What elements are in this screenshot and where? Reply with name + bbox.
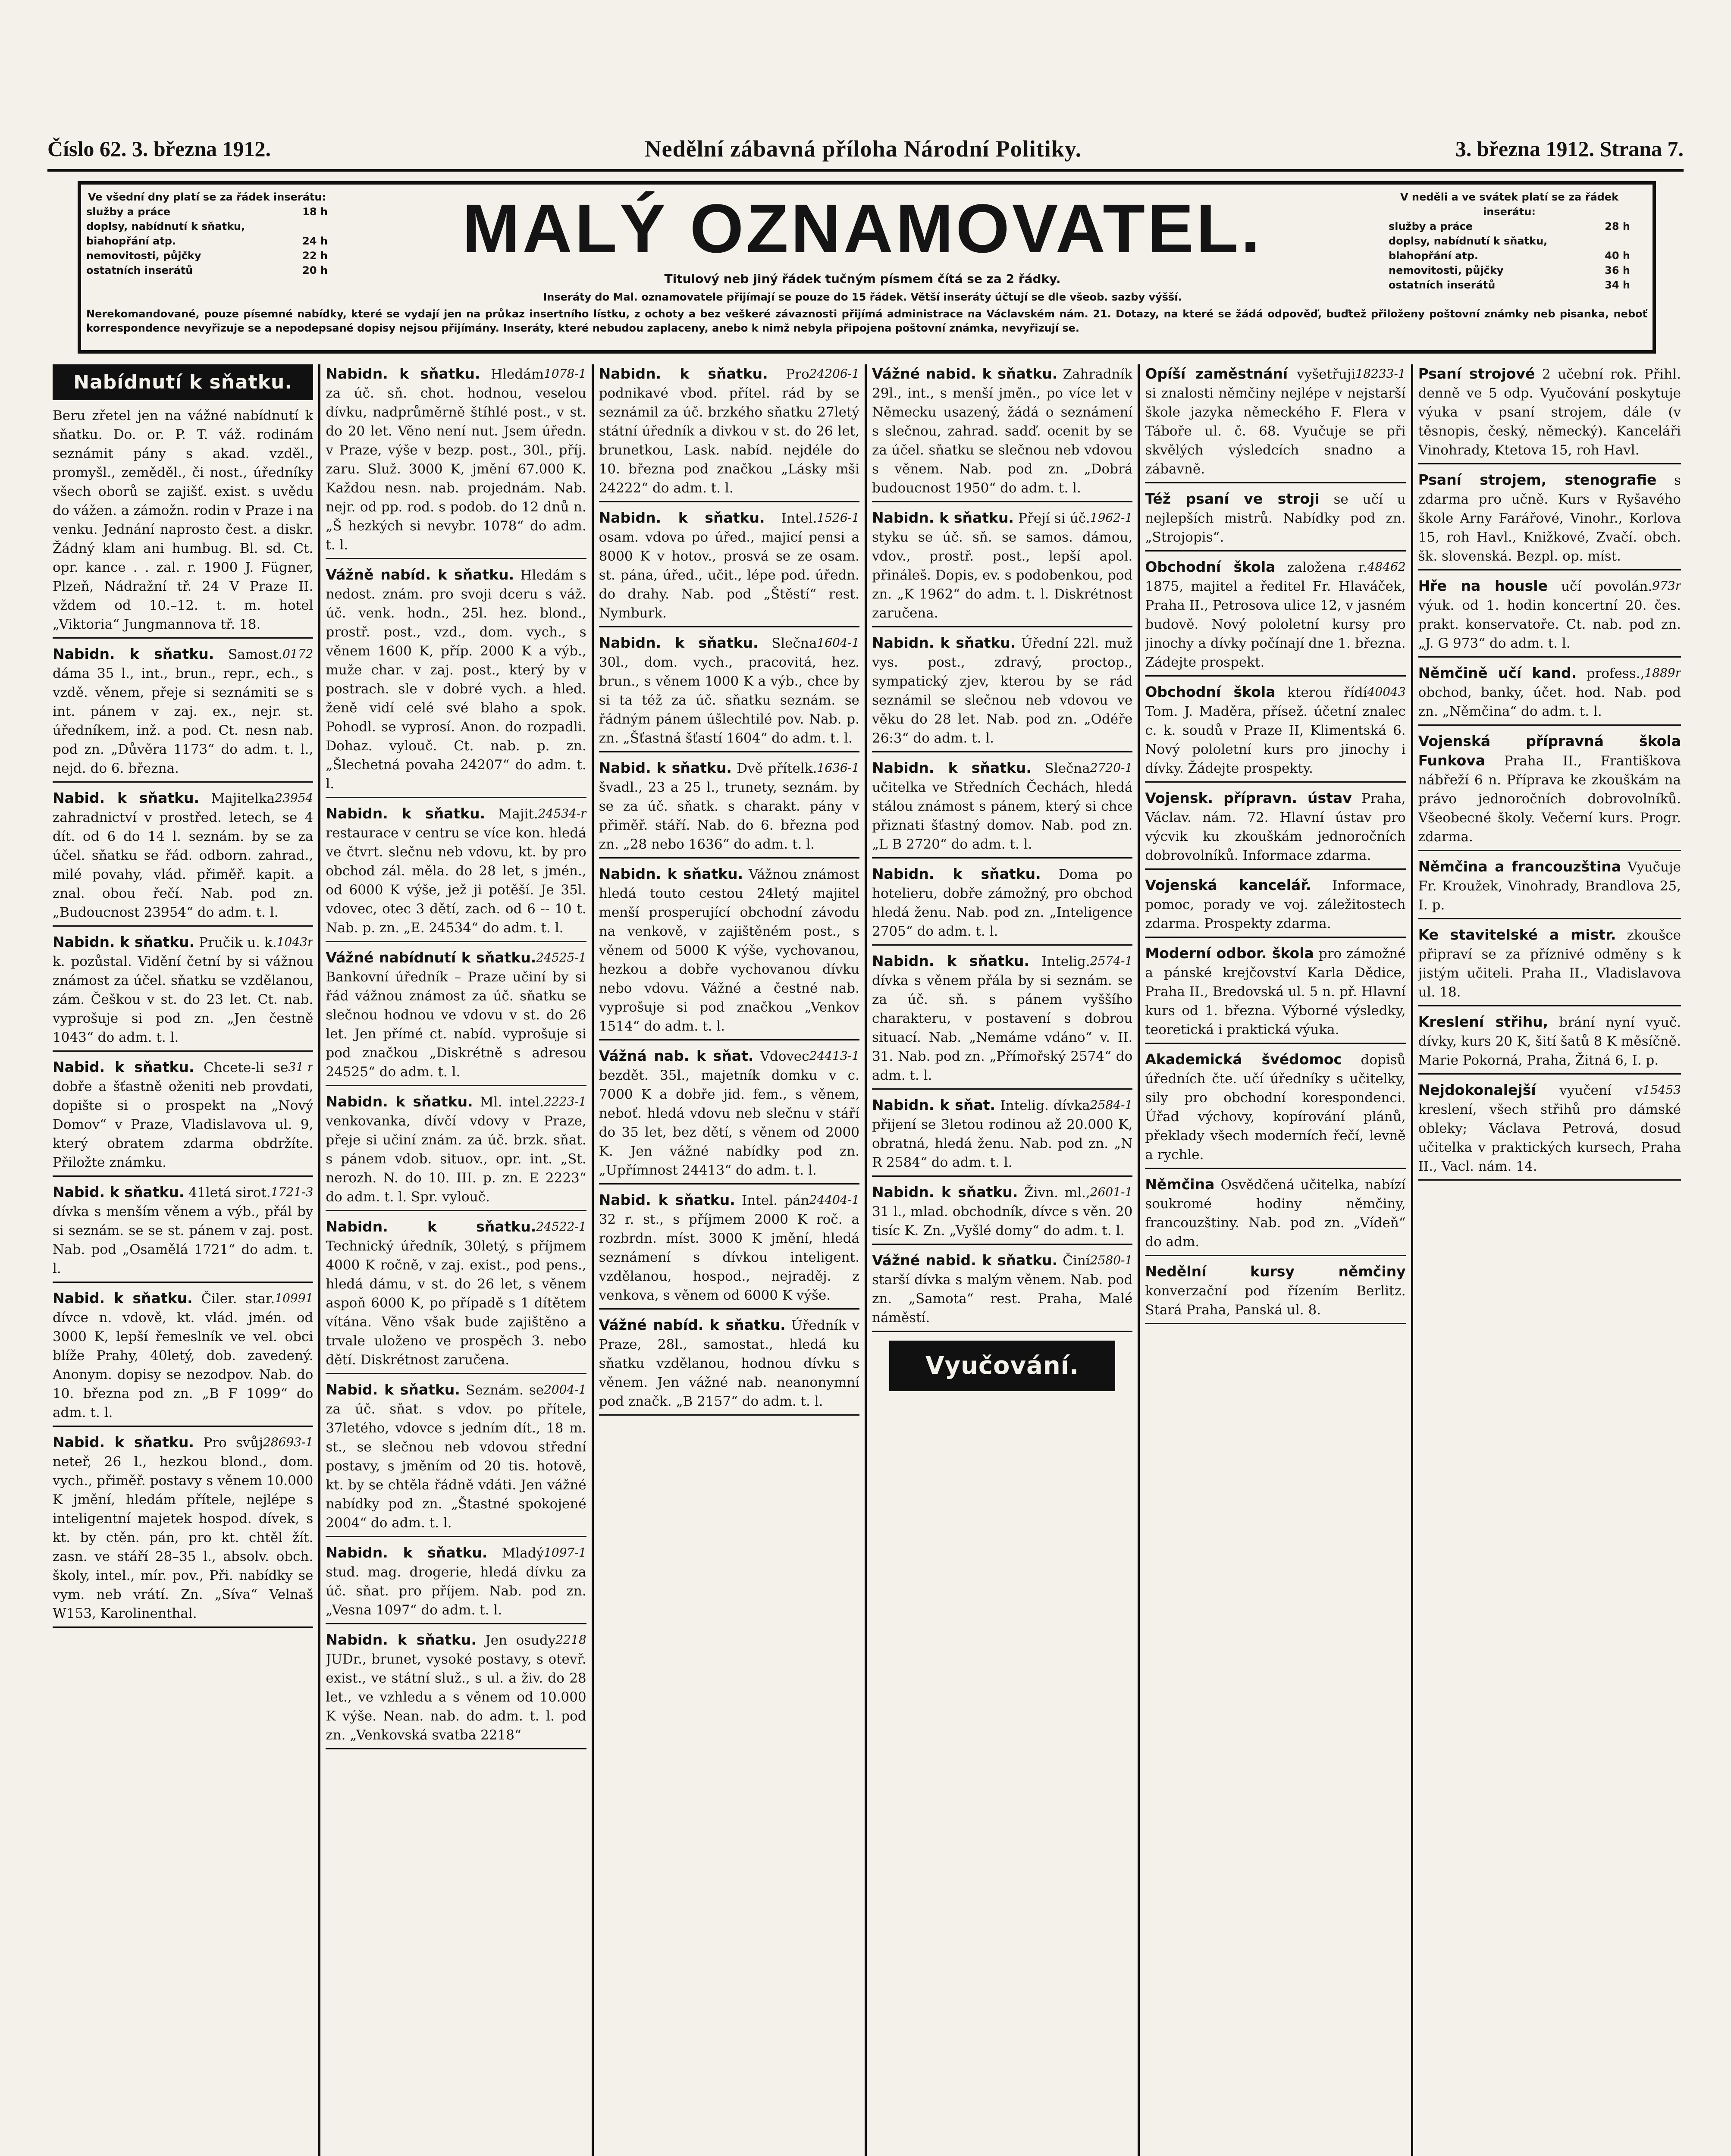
classified-ad xyxy=(53,789,313,927)
classified-ad xyxy=(872,508,1132,627)
ad-text: Praha II., Františkova nábřeží 6 n. Příprava ke zkouškám na právo jednoročních dobrovolníků. Všeobecné školy. Večerní kurs. Progr. zdarma. xyxy=(1418,753,1681,845)
ad-heading: Ke stavitelské a mistr. xyxy=(1418,926,1616,943)
column-1 xyxy=(47,364,320,2156)
ad-code: 1526-1 xyxy=(817,511,859,525)
ad-text: Beru zřetel jen na vážné nabídnutí k sňatku. Do. or. P. T. váž. rodinám seznámit pány s akad. vzděl., promyšl., zeměděl., či nost., úředníky všech oborů se zajišť. exist. s uvědu do vážen. a zámožn. rodin v Praze i na venku. Jednání naprosto čest. a diskr. Žádný klam ani humbug. Bl. sd. Ct. opr. kance . . zal. r. 1900 J. Fügner, Plzeň, Nádražní tř. 24 V Praze II. vždem od 10.–12. t. m. hotel „Viktoria“ Jungmannova tř. 18. xyxy=(53,408,314,632)
ad-code: 48462 xyxy=(1367,560,1406,574)
rate-label: biahopřání atp. xyxy=(86,235,176,247)
ad-code: 1889r xyxy=(1644,666,1681,680)
column-2 xyxy=(320,364,593,2156)
ad-heading: Nabidn. k sňatku. xyxy=(326,1631,477,1648)
ad-text: vyšetřuji si znalosti němčiny nejlépe v nejstarší škole jazyka německého F. Flera v Táboře ul. č. 68. Vyučuje se při skvělých výsledcích snadno a zábavně. xyxy=(1145,367,1406,477)
weekday-rates xyxy=(86,190,328,293)
ad-code: 24525-1 xyxy=(536,950,586,965)
ad-heading: Nabidn. k sňatku. xyxy=(599,865,743,882)
ad-code: 2720-1 xyxy=(1090,761,1133,775)
ad-code: 10991 xyxy=(275,1291,314,1305)
ad-text: zkoušce připraví se za příznivé odměny s k jistým učiteli. Praha II., Vladislavova ul. 18. xyxy=(1418,928,1681,1000)
ad-heading: Nabidn. k sňatku. xyxy=(326,1093,473,1110)
ad-text: 2 učební rok. Přihl. denně ve 5 odp. Vyučování poskytuje výuka v psaní strojem, dále (v těsnopis, český, německý). Kanceláři Vinohrady, Ktetova 15, roh Havl. xyxy=(1418,367,1681,458)
ad-heading: Nabidn. k sňatku. xyxy=(326,1544,488,1561)
rate-label: doplsy, nabídnutí k sňatku, xyxy=(86,220,245,232)
ad-text: Pro svůj neteř, 26 l., hezkou blond., dom. vych., přiměř. postavy s věnem 10.000 K jmění, hledám přítele, nejlépe s inteligentní majetek hospod. dívek, s kt. by ctěn. pán, pro kt. chtěl žít. zasn. ve stáří 28–35 l., absolv. obch. školy, intel., mír. pov., Při. nabídky se vym. neb vrátí. Zn. „Síva“ Velnaš W153, Karolinenthal. xyxy=(53,1435,314,1621)
ad-code: 15453 xyxy=(1642,1083,1681,1097)
ad-text: Úředník v Praze, 28l., samostat., hledá ku sňatku vzdělanou, hodnou dívku s věnem. Jen vážné nab. neanonymní pod značk. „B 2157“ do adm. t. l. xyxy=(599,1318,859,1409)
classified-ad xyxy=(1418,470,1681,570)
ad-text: Dvě přítelk. švadl., 23 a 25 l., trunety, seznám. by se za úč. sňatk. s charakt. pány v přiměř. stáří. Nab. do 6. března pod zn. „28 nebo 1636“ do adm. t. l. xyxy=(599,761,859,852)
ad-text: Mladý stud. mag. drogerie, hledá dívku za úč. sňat. pro příjem. Nab. pod zn. „Vesna 1097“ do adm. t. l. xyxy=(326,1545,586,1618)
classified-ad xyxy=(1418,1012,1681,1075)
rate-label: blahopřání atp. xyxy=(1389,250,1479,262)
ad-code: 2601-1 xyxy=(1090,1185,1133,1199)
ad-code: 1721-3 xyxy=(270,1185,314,1199)
rate-row xyxy=(86,204,328,219)
classified-ad xyxy=(326,948,586,1086)
ad-code: 2223-1 xyxy=(544,1094,586,1109)
classified-ad xyxy=(53,1183,313,1283)
ad-text: Intelig. dívka přijení se 3letou rodinou až 20.000 K, obratná, hledá ženu. Nab. pod zn. „N R 2584“ do adm. t. l. xyxy=(872,1098,1133,1170)
ad-code: 973r xyxy=(1652,579,1681,593)
classified-ad xyxy=(1145,1175,1405,1256)
rate-row xyxy=(1389,248,1630,263)
page-header xyxy=(47,129,1684,168)
ad-heading: Nabidn. k sňatku. xyxy=(872,953,1030,969)
ad-code: 2574-1 xyxy=(1090,954,1133,968)
classified-ad xyxy=(1145,489,1405,552)
ad-heading: Nabid. k sňatku. xyxy=(53,790,200,806)
ad-text: Pručik u. k. k. pozůstal. Vidění četní by si vážnou známost za účel. sňatku se vzdělanou, zám. Češkou v st. do 23 let. Ct. nab. vyprošuje si pod zn. „Jen čestně 1043“ do adm. t. l. xyxy=(53,935,314,1045)
ad-text: učí povolán. výuk. od 1. hodin koncertní 20. čes. prakt. konservatoře. Ct. nab. pod zn. „J. G 973“ do adm. t. l. xyxy=(1418,579,1681,651)
column-6 xyxy=(1413,364,1686,2156)
ad-code: 24413-1 xyxy=(809,1049,859,1063)
rate-row xyxy=(86,263,328,278)
classified-ad xyxy=(53,406,313,639)
ad-heading: Vážné nabíd. k sňatku. xyxy=(599,1316,786,1333)
ad-code: 24522-1 xyxy=(536,1219,586,1234)
administration-notice: Nerekomandované, pouze písemné nabídky, které se vydají jen na průkaz insertního lístku, z ochoty a bez veškeré závaznosti přijímá administrace na Václavském nám. 21. Dotazy, na které se žádá odpověď, buďtež přiloženy poštovní známky neb pisanka, neboť korrespondence nevyřizuje se a nepodepsané dopisy nejsou přijímány. Inseráty, které nebudou zaplaceny, anebo k nimž nebyla připojena poštovní známka, nevyřizují se. xyxy=(86,308,1647,334)
ad-text: Živn. ml., 31 l., mlad. obchodník, dívce s věn. 20 tisíc K. Zn. „Vyšlé domy“ do adm. t. l. xyxy=(872,1185,1133,1238)
classified-ad xyxy=(1145,1050,1405,1169)
ad-code: 40043 xyxy=(1367,685,1406,699)
ad-code: 28693-1 xyxy=(263,1435,314,1449)
column-4 xyxy=(867,364,1140,2156)
rate-price: 34 h xyxy=(1605,279,1630,291)
rate-row xyxy=(1389,278,1630,292)
rate-price: 28 h xyxy=(1605,220,1630,232)
ad-text: Samost. dáma 35 l., int., brun., repr., ech., s vzdě. věnem, přeje si seznámiti se s int. pánem v zaj. ex., nejr. st. úředníkem, inž. a pod. Ct. nesn nab. pod zn. „Důvěra 1173“ do adm. t. l., nejd. do 6. března. xyxy=(53,647,314,776)
weekday-rates-heading: Ve všední dny platí se za řádek inserátu: xyxy=(88,191,326,203)
ad-code: 23954 xyxy=(275,791,314,805)
ad-text: Intel. pán 32 r. st., s příjmem 2000 K roč. a rozbrdn. míst. 3000 K jmění, hledá seznámení s dívkou inteligent. vzdělanou, hospod., nejraděj. z venkova, s věnem od 6000 K výše. xyxy=(599,1193,859,1303)
ad-heading: Nabidn. k sňatku. xyxy=(872,759,1032,776)
ad-heading: Nedělní kursy němčiny xyxy=(1145,1263,1406,1280)
ad-heading: Nabidn. k sňatku. xyxy=(53,646,214,662)
rate-price: 18 h xyxy=(302,206,328,218)
ad-text: Ml. intel. venkovanka, dívčí vdovy v Praze, přeje si učiní znám. za úč. brzk. sňat. s pánem vdob. situov., opr. int. „St. nerozh. N. do 10. III. p. zn. E 2223“ do adm. t. l. Spr. vylouč. xyxy=(326,1094,586,1205)
ad-heading: Obchodní škola xyxy=(1145,683,1276,700)
ad-heading: Nabid. k sňatku. xyxy=(53,1059,194,1075)
classified-ad xyxy=(1418,664,1681,726)
classified-ad xyxy=(326,364,586,559)
sunday-rates-heading: V neděli a ve svátek platí se za řádek inserátu: xyxy=(1400,191,1619,218)
ad-heading: Kreslení střihu, xyxy=(1418,1013,1549,1030)
ad-heading: Nabidn. k sňatku. xyxy=(326,805,486,822)
ad-code: 0172 xyxy=(282,647,314,661)
ad-text: Majitelka zahradnictví v prostřed. letech, se 4 dít. od 6 do 14 l. seznám. by se za účel. sňatku se řád. odborn. zahrad., milé povahy, vlád. přiměř. kapit. a znal. obou řečí. Nab. pod zn. „Budoucnost 23954“ do adm. t. l. xyxy=(53,791,314,920)
ad-heading: Nabidn. k sňatku. xyxy=(872,509,1014,526)
ad-code: 31 r xyxy=(288,1060,314,1074)
classified-ad xyxy=(326,1630,586,1749)
ad-code: 24534-r xyxy=(538,806,586,821)
ad-text: Intelig. dívka s věnem přála by si seznám. se za úč. sň. s pánem vyššího charakteru, v postavení s dobrou situací. Nab. „Nemáme vdáno“ v. II. 31. Nab. pod zn. „Přímořský 2574“ do adm. t. l. xyxy=(872,954,1133,1083)
classifieds-columns xyxy=(47,364,1686,2156)
section-heading-teaching: Vyučování. xyxy=(889,1341,1115,1391)
classified-ad xyxy=(1145,364,1405,483)
ad-heading: Obchodní škola xyxy=(1145,558,1276,575)
ad-text: konverzační pod řízením Berlitz. Stará Praha, Panská ul. 8. xyxy=(1145,1283,1406,1318)
ad-heading: Nabid. k sňatku. xyxy=(326,1381,460,1398)
ad-code: 2584-1 xyxy=(1090,1098,1133,1112)
ad-heading: Vážná nab. k sňat. xyxy=(599,1047,754,1064)
classified-ad xyxy=(326,1217,586,1374)
ad-heading: Nabid. k sňatku. xyxy=(53,1434,194,1451)
ad-text: Majit. restaurace v centru se více kon. hledá ve čtvrt. slečnu neb vdovu, kt. by pro obchod zál. měla. do 28 let, s jmén., od 6000 K výše, jež ji potěší. Je 35l. vdovec, otec 3 dětí, zach. od 6 -- 10 t. Nab. p. zn. „E. 24534“ do adm. t. l. xyxy=(326,806,586,936)
classified-ad xyxy=(53,1433,313,1628)
ad-heading: Nabid. k sňatku. xyxy=(599,1191,735,1208)
ad-code: 2218 xyxy=(555,1633,586,1647)
classified-ad xyxy=(599,1316,859,1416)
classified-ad xyxy=(53,1058,313,1177)
ad-heading: Nabidn. k sňatku. xyxy=(599,509,765,526)
classified-ad xyxy=(599,1047,859,1185)
classified-ad xyxy=(872,1183,1132,1245)
ad-text: Zahradník 29l., int., s menší jměn., po více let v Německu usazený, žádá o seznámení s slečnou, zahrad. sadď. ocenit by se za účel. sňatku se slečnou neb vdovou s věnem. Nab. pod zn. „Dobrá budoucnost 1950“ do adm. t. l. xyxy=(872,367,1133,496)
ad-heading: Nabidn. k sňatku. xyxy=(326,1218,536,1235)
ad-code: 1962-1 xyxy=(1090,511,1133,525)
ad-heading: Nabidn. k sňat. xyxy=(872,1097,996,1113)
ad-heading: Vážné nabid. k sňatku. xyxy=(872,365,1058,382)
header-publication: Nedělní zábavná příloha Národní Politiky. xyxy=(644,136,1082,162)
ad-heading: Nabidn. k sňatku. xyxy=(53,934,195,950)
ad-code: 1636-1 xyxy=(817,761,859,775)
banner-subtitle: Titulový neb jiný řádek tučným písmem čítá se za 2 řádky. xyxy=(664,272,1061,286)
ad-text: Doma po hotelieru, dobře zámožný, pro obchod hledá ženu. Nab. pod zn. „Inteligence 2705“ do adm. t. l. xyxy=(872,867,1133,939)
ad-heading: Hře na housle xyxy=(1418,577,1548,594)
ad-text: Přejí si úč. styku se úč. sň. se samos. dámou, vdov., prostř. post., lepší apol. přináleš. Dopis, ev. s podobenkou, pod zn. „K 1962“ do adm. t. l. Diskrétnost zaručena. xyxy=(872,511,1133,621)
classified-ad xyxy=(872,758,1132,859)
ad-code: 24206-1 xyxy=(809,367,859,381)
ad-text: Slečna 30l., dom. vych., pracovitá, hez. brun., s věnem 1000 K a výb., chce by si ta též za úč. sňatku seznám. se řádným pánem úšlechtilé pov. Nab. p. zn. „Šťastná šťastí 1604“ do adm. t. l. xyxy=(599,636,859,746)
ad-heading: Psaní strojové xyxy=(1418,365,1535,382)
rate-label: doplsy, nabídnutí k sňatku, xyxy=(1389,235,1548,247)
rate-row xyxy=(1389,263,1630,278)
classified-ad xyxy=(872,364,1132,502)
ad-heading: Nejdokonalejší xyxy=(1418,1081,1536,1098)
classified-ad xyxy=(872,952,1132,1090)
classified-ad xyxy=(599,508,859,627)
ad-heading: Vojensk. přípravn. ústav xyxy=(1145,790,1352,806)
ad-text: kterou řídí Tom. J. Maděra, přísež. účetní znalec c. k. soudů v Praze II, Klimentská 6. Nový pololetní kurs pro jinochy i dívky. Žádejte prospekty. xyxy=(1145,685,1406,776)
ad-text: Čiler. star. dívce n. vdově, kt. vlád. jmén. od 3000 K, lepší řemeslník ve vel. obci blíže Prahy, 40letý, dob. zavedený. Anonym. dopisy se nezodpov. Nab. do 10. března pod zn. „B F 1099“ do adm. t. l. xyxy=(53,1291,314,1420)
rate-row xyxy=(86,219,328,234)
ad-text: Technický úředník, 30letý, s příjmem 4000 K ročně, v zaj. exist., pod pens., hledá dámu, v st. do 26 let, s věnem aspoň 6000 K, po případě s 1 dítětem vítána. Věno však bude zajištěno a trvale uloženo ve prospěch 3. nebo dětí. Diskrétnost zaručena. xyxy=(326,1238,586,1368)
ad-code: 1097-1 xyxy=(544,1545,586,1560)
header-issue: Číslo 62. 3. března 1912. xyxy=(47,137,271,161)
classified-ad xyxy=(872,1251,1132,1332)
classified-ad xyxy=(1145,558,1405,677)
ad-code: 1043r xyxy=(276,935,314,949)
rate-label: nemovitosti, půjčky xyxy=(1389,264,1504,276)
classified-ad xyxy=(1418,1081,1681,1181)
rate-row xyxy=(86,234,328,248)
ad-text: Jen osudy JUDr., brunet, vysoké postavy, s otevř. exist., ve státní služ., s ul. a živ. do 28 let., ve vzhledu a s věnem od 10.000 K výše. Nean. nab. do adm. t. l. pod zn. „Venkovská svatba 2218“ xyxy=(326,1633,586,1743)
ad-heading: Vojenská přípravná škola Funkova xyxy=(1418,733,1681,769)
ad-text: Osvědčená učitelka, nabízí soukromé hodiny němčiny, francouzštiny. Nab. pod zn. „Vídeň“ do adm. xyxy=(1145,1177,1406,1250)
classified-ad xyxy=(599,364,859,502)
ad-code: 1604-1 xyxy=(817,636,859,650)
ad-code: 24404-1 xyxy=(809,1193,859,1207)
ad-text: Seznám. se za úč. sňat. s vdov. po přítele, 37letého, vdovce s jedním dít., 18 m. st., se slečnou neb vdovou střední postavy, s jměním od 20 tis. hotově, kt. by se chtěla řádně vdáti. Jen vážné nabídky pod zn. „Štastné spokojené 2004“ do adm. t. l. xyxy=(326,1382,586,1531)
ad-code: 18233-1 xyxy=(1355,367,1406,381)
classified-ad xyxy=(1418,925,1681,1006)
ad-text: Vážnou známost hledá touto cestou 24letý majitel menší prosperující obchodní závodu na venkově, v zajištěném post., s věnem od 5000 K výše, vychovanou, hezkou a dobře vychovanou dívku nebo vdovu. Vážné a čestné nab. vyprošuje si pod značkou „Venkov 1514“ do adm. t. l. xyxy=(599,867,859,1034)
ad-text: Pro podnikavé vbod. přítel. rád by se seznámil za úč. brzkého sňatku 27letý státní úředník a divkou v st. do 26 let, brunetkou, Lask. nabíd. nejdéle do 10. března pod značkou „Lásky mši 24222“ do adm. t. l. xyxy=(599,367,859,496)
sunday-rates xyxy=(1389,190,1630,293)
ad-heading: Vojenská kancelář. xyxy=(1145,877,1311,893)
ad-heading: Nabidn. k sňatku. xyxy=(599,365,768,382)
classified-ad xyxy=(1145,876,1405,938)
classified-ad xyxy=(599,633,859,752)
classified-ad xyxy=(53,1289,313,1427)
rate-price: 20 h xyxy=(302,264,328,276)
classified-ad xyxy=(326,1543,586,1624)
ad-text: vyučení v kreslení, všech střihů pro dámské obleky; Václava Petrová, dosud učitelka v praktických kursech, Praha II., Vacl. nám. 14. xyxy=(1418,1083,1681,1174)
ad-heading: Nabidn. k sňatku. xyxy=(872,634,1016,651)
rate-label: služby a práce xyxy=(1389,220,1473,232)
classified-ad xyxy=(599,865,859,1040)
ad-text: se učí u nejlepších mistrů. Nabídky pod zn. „Strojopis“. xyxy=(1145,492,1406,545)
classified-ad xyxy=(872,633,1132,752)
rate-row xyxy=(1389,234,1630,248)
ad-text: dopisů úředních čte. učí úředníky s učitelky, sily pro obchodní korespondenci. Úřad výchovy, kopírování plánů, překlady všech moderních řečí, levně a rychle. xyxy=(1145,1052,1406,1163)
ad-text: s zdarma pro učně. Kurs v Ryšavého škole Arny Farářové, Vinohr., Korlova 15, roh Havl., Knižkové, Zvačí. obch. šk. slovenská. Bezpl. op. míst. xyxy=(1418,473,1681,564)
rate-price: 40 h xyxy=(1605,250,1630,262)
rate-row xyxy=(1389,219,1630,234)
ad-heading: Němčině učí kand. xyxy=(1418,664,1577,681)
ad-text: Úřední 22l. muž vys. post., zdravý, proctop., sympatický zjev, kterou by se rád seznámil se slečnou neb vdovou ve věku do 28 let. Nab. pod zn. „Odéře 26:3“ do adm. t. l. xyxy=(872,636,1133,746)
classified-ad xyxy=(599,758,859,859)
ad-heading: Akademická švédomoc xyxy=(1145,1051,1342,1068)
ad-heading: Psaní strojem, stenografie xyxy=(1418,471,1657,488)
ad-heading: Opíší zaměstnání xyxy=(1145,365,1288,382)
page-title: MALÝ OZNAMOVATEL. xyxy=(462,190,1263,267)
ad-text: Hledám s nedost. znám. pro svoji dceru s váž. úč. venk. hodn., 25l. hez. blond., prostř. post., vzd., dom. vych., s věnem 1600 K, příp. 2000 K a výb., muže char. v zaj. post., který by v postrach. sle v dobré vych. a hled. ženě vidí celé své blaho a spok. Pohodl. se vyprosí. Anon. do rozpadli. Dohaz. vylouč. Ct. nab. p. zn. „Šlechetná povaha 24207“ do adm. t. l. xyxy=(326,567,586,792)
classified-ad xyxy=(53,933,313,1052)
ad-text: Chcete-li se dobře a šťastně oženiti neb provdati, dopište si o prospekt na „Nový Domov“ v Praze, Vladislavova ul. 9, který obratem zdarma obdržíte. Přiložte známku. xyxy=(53,1060,314,1170)
ad-text: 41letá sirot. dívka s menším věnem a výb., přál by si seznám. se se st. pánem v zaj. post. Nab. pod „Osamělá 1721“ do adm. t. l. xyxy=(53,1185,314,1276)
section-heading-marriage: Nabídnutí k sňatku. xyxy=(53,364,313,400)
ad-text: pro zámožné a pánské krejčovství Karla Dědice, Praha II., Bredovská ul. 5 n. př. Hlavní kurs od 1. března. Výborné výsledky, teoretická i praktická výuka. xyxy=(1145,946,1406,1037)
rate-label: ostatních inserátů xyxy=(1389,279,1496,291)
ad-code: 2580-1 xyxy=(1090,1253,1133,1267)
column-3 xyxy=(594,364,867,2156)
classified-ad xyxy=(872,1096,1132,1177)
ad-text: Vyučuje Fr. Kroužek, Vinohrady, Brandlova 25, I. p. xyxy=(1418,859,1681,913)
ad-heading: Vážné nabid. k sňatku. xyxy=(872,1252,1058,1269)
classified-ad xyxy=(1418,857,1681,919)
rate-price: 24 h xyxy=(302,235,328,247)
ad-text: Činí starší dívka s malým věnem. Nab. pod zn. „Samota“ rest. Praha, Malé náměstí. xyxy=(872,1253,1133,1326)
classified-ad xyxy=(53,645,313,783)
ad-text: profess., obchod, banky, účet. hod. Nab. pod zn. „Němčina“ do adm. t. l. xyxy=(1418,666,1681,719)
classified-ad xyxy=(1145,1262,1405,1324)
column-5 xyxy=(1140,364,1413,2156)
rate-label: služby a práce xyxy=(86,206,171,218)
ad-heading: Vážně nabíd. k sňatku. xyxy=(326,566,514,583)
ad-heading: Nabidn. k sňatku. xyxy=(872,865,1041,882)
ad-code: 1078-1 xyxy=(544,367,586,381)
classified-ad xyxy=(1145,683,1405,783)
rate-price: 36 h xyxy=(1605,264,1630,276)
classified-ad xyxy=(326,1380,586,1537)
classified-ad xyxy=(872,865,1132,946)
ad-text: Bankovní úředník – Praze učiní by si řád vážnou známost za úč. sňatku se slečnou hodnou ve vdovu v st. do 26 let. Jen přímé ct. nabíd. vyprošuje si pod značkou „Diskrétně s adresou 24525“ do adm. t. l. xyxy=(326,969,586,1080)
rate-row xyxy=(86,248,328,263)
ad-text: brání nyní vyuč. dívky, kurs 20 K, šití šatů 8 K měsíčně. Marie Pokorná, Praha, Žitná 6, I. p. xyxy=(1418,1015,1681,1068)
classified-ad xyxy=(326,1092,586,1211)
ad-heading: Moderní odbor. škola xyxy=(1145,945,1314,962)
ad-text: Praha, Václav. nám. 72. Hlavní ústav pro výcvik ku zkouškám jednoročních dobrovolníků. Informace zdarma. xyxy=(1145,791,1406,863)
ad-heading: Němčina a francouzština xyxy=(1418,858,1621,875)
ad-text: Intel. osam. vdova po úřed., majicí pensi a 8000 K v hotov., prosvá se ze osam. st. pána, úřed., učit., lépe pod. úředn. do drahy. Nab. pod „Štěstí“ rest. Nymburk. xyxy=(599,511,859,621)
classified-ad xyxy=(326,804,586,942)
ad-text: Informace, pomoc, porady ve voj. záležitostech zdarma. Prospekty zdarma. xyxy=(1145,878,1406,931)
ad-heading: Nabid. k sňatku. xyxy=(53,1290,193,1307)
ad-heading: Nabidn. k sňatku. xyxy=(326,365,480,382)
classified-ad xyxy=(1145,789,1405,870)
ad-text: Slečna učitelka ve Středních Čechách, hledá stálou známost s pánem, který si chce přiznati šťastný domov. Nab. pod zn. „L B 2720“ do adm. t. l. xyxy=(872,761,1133,852)
classified-ad xyxy=(1145,944,1405,1044)
banner-subtitle-rules: Inseráty do Mal. oznamovatele přijímají se pouze do 15 řádek. Větší inseráty účtují se dle všeob. sazby výšší. xyxy=(543,291,1182,303)
classified-ad xyxy=(1418,577,1681,658)
header-rule xyxy=(47,169,1684,172)
ad-heading: Nabidn. k sňatku. xyxy=(599,634,759,651)
ad-text: Hledám za úč. sň. chot. hodnou, veselou dívku, nadprůměrně štíhlé post., v st. do 20 let. Věno není nut. Jsem úředn. v Praze, výše v bezp. post., 30l., příj. zaru. Služ. 3000 K, jmění 67.000 K. Každou nesn. nab. projednám. Nab. nejr. od pp. rod. s podob. do 12 dnů n. „Š hezkých si nevybr. 1078“ do adm. t. l. xyxy=(326,367,586,553)
ad-heading: Též psaní ve stroji xyxy=(1145,490,1320,507)
classified-ad xyxy=(1418,364,1681,464)
header-page: 3. března 1912. Strana 7. xyxy=(1455,137,1684,161)
classified-ad xyxy=(1418,732,1681,851)
classified-ad xyxy=(599,1191,859,1310)
ad-heading: Nabidn. k sňatku. xyxy=(872,1184,1018,1200)
ad-text: založena r. 1875, majitel a ředitel Fr. Hlaváček, Praha II., Petrosova ulice 12, v jasném budově. Nový pololetní kursy pro jinochy a dívky počínají dne 1. března. Zádejte prospekt. xyxy=(1145,560,1406,670)
rate-price: 22 h xyxy=(302,250,328,262)
ad-heading: Němčina xyxy=(1145,1176,1215,1193)
ad-text: Vdovec bezdět. 35l., majetník domku v c. 7000 K a dobře jid. fem., s věnem, neboť. hledá vdovu neb slečnu v stáří do 35 let, bez dětí, s věnem od 2000 K. Jen vážné nabídky pod zn. „Upřímnost 24413“ do adm. t. l. xyxy=(599,1049,859,1178)
ad-heading: Vážné nabídnutí k sňatku. xyxy=(326,949,536,966)
classified-ad xyxy=(326,565,586,798)
ad-heading: Nabid. k sňatku. xyxy=(599,759,732,776)
rate-label: ostatních inserátů xyxy=(86,264,193,276)
ad-code: 2004-1 xyxy=(544,1382,586,1397)
rate-label: nemovitosti, půjčky xyxy=(86,250,201,262)
ad-heading: Nabid. k sňatku. xyxy=(53,1184,185,1200)
